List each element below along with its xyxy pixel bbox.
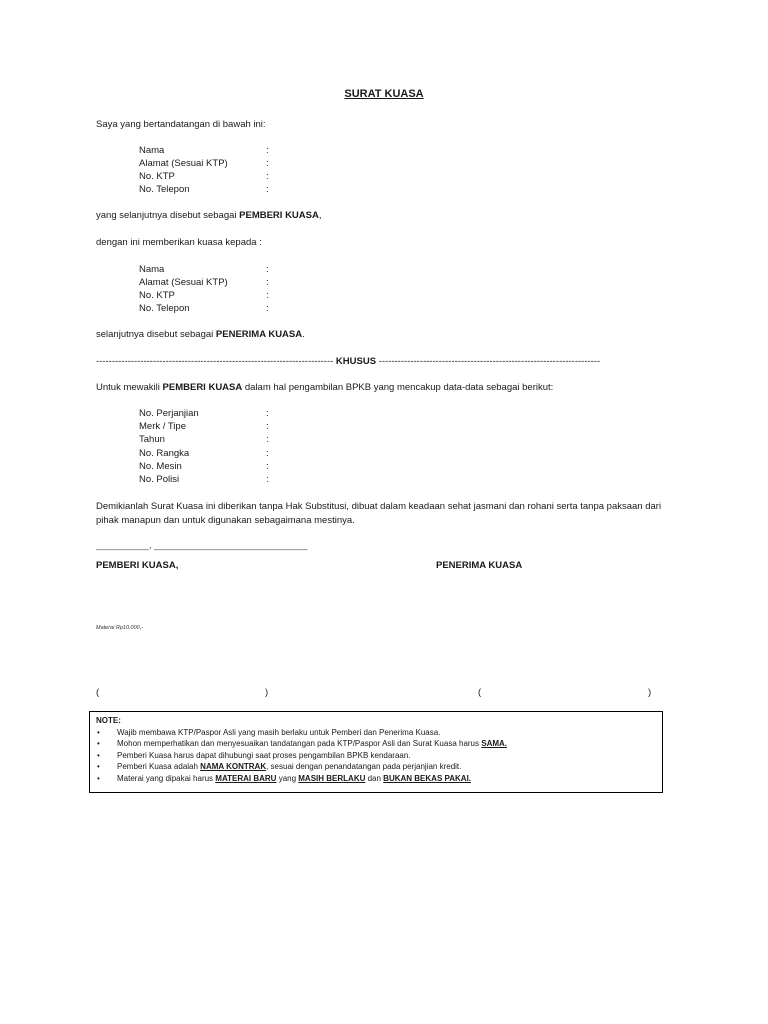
field-label: No. Polisi: [139, 474, 180, 485]
intro-text: Saya yang bertandatangan di bawah ini:: [96, 119, 266, 130]
text: dalam hal pengambilan BPKB yang mencakup data-data sebagai berikut:: [242, 382, 554, 393]
field-colon: :: [266, 408, 269, 419]
note-item: [96, 727, 656, 739]
field-label: Alamat (Sesuai KTP): [139, 277, 228, 288]
note-text: dan: [365, 773, 384, 783]
receiver-signature-label: PENERIMA KUASA: [436, 560, 523, 571]
field-label: Alamat (Sesuai KTP): [139, 158, 228, 169]
separator-label: KHUSUS: [335, 356, 377, 367]
note-text: Mohon memperhatikan dan menyesuaikan tandatangan pada KTP/Paspor Asli dan Surat Kuasa harus: [117, 739, 482, 749]
note-title: NOTE:: [96, 716, 121, 725]
field-label: No. Rangka: [139, 448, 190, 459]
field-colon: :: [266, 303, 269, 314]
note-box: [89, 711, 663, 793]
bullet-icon: •: [97, 750, 100, 760]
field-colon: :: [266, 171, 269, 182]
receiver-name-paren-close: ): [648, 687, 652, 698]
bullet-icon: •: [97, 727, 100, 737]
khusus-separator: [96, 356, 672, 367]
dash-line: ---------------------------------------------------------------------------: [96, 356, 334, 367]
purpose-text: [96, 382, 553, 393]
field-label: Nama: [139, 264, 165, 275]
field-label: No. Perjanjian: [139, 408, 199, 419]
receiver-designation: [96, 329, 305, 340]
note-text: yang: [276, 773, 299, 783]
field-colon: :: [266, 434, 269, 445]
document-title: SURAT KUASA: [344, 88, 424, 100]
field-colon: :: [266, 474, 269, 485]
field-colon: :: [266, 290, 269, 301]
field-colon: :: [266, 184, 269, 195]
field-label: No. KTP: [139, 290, 175, 301]
emphasis-text: NAMA KONTRAK: [200, 762, 267, 772]
field-label: Tahun: [139, 434, 165, 445]
grant-text: dengan ini memberikan kuasa kepada :: [96, 237, 262, 248]
field-label: No. KTP: [139, 171, 175, 182]
field-colon: :: [266, 277, 269, 288]
note-text: Pemberi Kuasa harus dapat dihubungi saat proses pengambilan BPKB kendaraan.: [117, 750, 411, 760]
text: ,: [318, 210, 322, 221]
emphasis-text: BUKAN BEKAS PAKAI.: [383, 773, 472, 783]
field-colon: :: [266, 448, 269, 459]
field-label: No. Telepon: [139, 184, 190, 195]
field-label: No. Mesin: [139, 461, 182, 472]
bullet-icon: •: [97, 739, 100, 749]
note-text: Wajib membawa KTP/Paspor Asli yang masih berlaku untuk Pemberi dan Penerima Kuasa.: [117, 727, 441, 737]
giver-designation: [96, 210, 321, 221]
emphasis-text: MASIH BERLAKU: [298, 773, 366, 783]
field-label: No. Telepon: [139, 303, 190, 314]
field-colon: :: [266, 264, 269, 275]
note-item: [96, 761, 656, 773]
field-colon: :: [266, 421, 269, 432]
field-colon: :: [266, 158, 269, 169]
dash-line: ----------------------------------------------------------------------: [378, 356, 601, 367]
bold-text: PEMBERI KUASA: [162, 382, 243, 393]
bullet-icon: •: [97, 773, 100, 783]
closing-paragraph: Demikianlah Surat Kuasa ini diberikan tanpa Hak Substitusi, dibuat dalam keadaan sehat jasmani dan rohani serta tanpa paksaan dari pihak manapun dan untuk digunakan sebagaimana mestinya.: [96, 501, 662, 526]
bold-text: PENERIMA KUASA: [215, 329, 303, 340]
note-list: [96, 727, 656, 785]
note-text: Materai yang dipakai harus: [117, 773, 216, 783]
note-text: Pemberi Kuasa adalah: [117, 762, 201, 772]
text: selanjutnya disebut sebagai: [96, 329, 216, 340]
emphasis-text: SAMA.: [481, 739, 508, 749]
emphasis-text: MATERAI BARU: [215, 773, 277, 783]
note-item: [96, 773, 656, 785]
bullet-icon: •: [97, 762, 100, 772]
giver-signature-label: PEMBERI KUASA,: [96, 560, 179, 571]
field-label: Nama: [139, 145, 165, 156]
text: .: [302, 329, 305, 340]
note-text: , sesuai dengan penandatangan pada perjanjian kredit.: [266, 762, 462, 772]
giver-name-paren-close: ): [265, 687, 269, 698]
text: Untuk mewakili: [96, 382, 163, 393]
field-colon: :: [266, 461, 269, 472]
materai-label: Materai Rp10.000,-: [96, 625, 144, 631]
date-place-line: __________, _____________________________: [96, 540, 308, 551]
bold-text: PEMBERI KUASA: [239, 210, 319, 221]
note-item: [96, 738, 656, 750]
note-item: [96, 750, 656, 762]
receiver-name-paren-open: (: [478, 687, 482, 698]
field-label: Merk / Tipe: [139, 421, 186, 432]
field-colon: :: [266, 145, 269, 156]
giver-name-paren-open: (: [96, 687, 100, 698]
text: yang selanjutnya disebut sebagai: [96, 210, 240, 221]
